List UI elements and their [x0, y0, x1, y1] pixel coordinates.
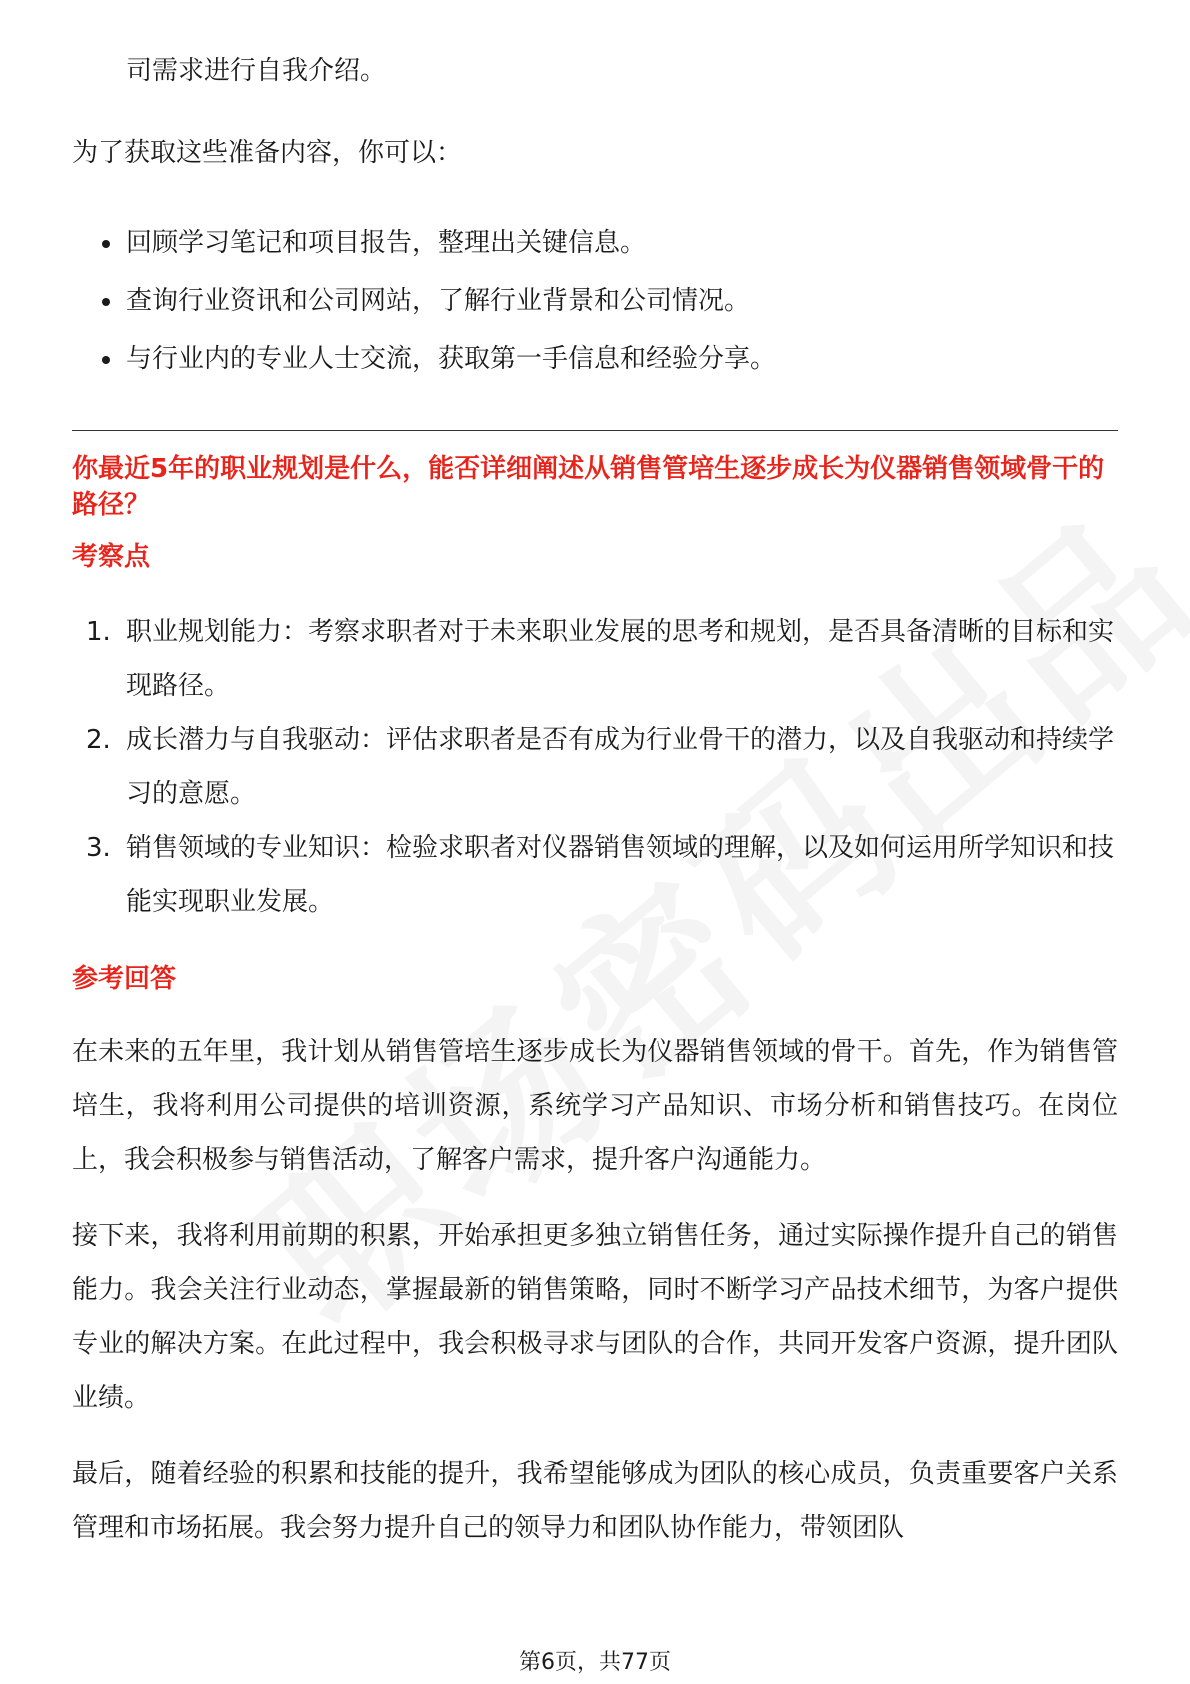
list-item: 与行业内的专业人士交流，获取第一手信息和经验分享。	[72, 330, 1118, 388]
question-title: 你最近5年的职业规划是什么，能否详细阐述从销售管培生逐步成长为仪器销售领域骨干的路径？	[72, 454, 1105, 520]
list-item: 查询行业资讯和公司网站，了解行业背景和公司情况。	[72, 272, 1118, 330]
page-number: 第6页，共77页	[519, 1650, 671, 1675]
assessment-heading: 考察点	[72, 542, 151, 572]
page-content	[72, 0, 1118, 1555]
preparation-list	[72, 214, 1118, 388]
assessment-list	[72, 605, 1118, 929]
item-text: 职业规划能力：考察求职者对于未来职业发展的思考和规划，是否具备清晰的目标和实现路径。	[126, 617, 1115, 701]
intro-text: 为了获取这些准备内容，你可以：	[72, 138, 463, 168]
item-text: 成长潜力与自我驱动：评估求职者是否有成为行业骨干的潜力，以及自我驱动和持续学习的意愿。	[126, 725, 1115, 809]
list-item: 回顾学习笔记和项目报告，整理出关键信息。	[72, 214, 1118, 272]
answer-heading: 参考回答	[72, 964, 177, 994]
item-number: 2.	[86, 725, 111, 755]
list-item	[72, 821, 1118, 929]
list-item	[72, 713, 1118, 821]
item-text: 销售领域的专业知识：检验求职者对仪器销售领域的理解，以及如何运用所学知识和技能实现职业发展。	[126, 833, 1115, 917]
list-item	[72, 605, 1118, 713]
answer-paragraph: 在未来的五年里，我计划从销售管培生逐步成长为仪器销售领域的骨干。首先，作为销售管培生，我将利用公司提供的培训资源，系统学习产品知识、市场分析和销售技巧。在岗位上，我会积极参与销售活动，了解客户需求，提升客户沟通能力。	[72, 1037, 1118, 1175]
section-divider	[72, 430, 1118, 431]
item-number: 3.	[86, 833, 111, 863]
answer-paragraph: 最后，随着经验的积累和技能的提升，我希望能够成为团队的核心成员，负责重要客户关系管理和市场拓展。我会努力提升自己的领导力和团队协作能力，带领团队	[72, 1459, 1118, 1543]
continued-text: 司需求进行自我介绍。	[126, 56, 387, 86]
answer-body	[72, 1025, 1118, 1555]
item-number: 1.	[86, 617, 111, 647]
answer-paragraph: 接下来，我将利用前期的积累，开始承担更多独立销售任务，通过实际操作提升自己的销售能力。我会关注行业动态，掌握最新的销售策略，同时不断学习产品技术细节，为客户提供专业的解决方案。在此过程中，我会积极寻求与团队的合作，共同开发客户资源，提升团队业绩。	[72, 1221, 1118, 1413]
